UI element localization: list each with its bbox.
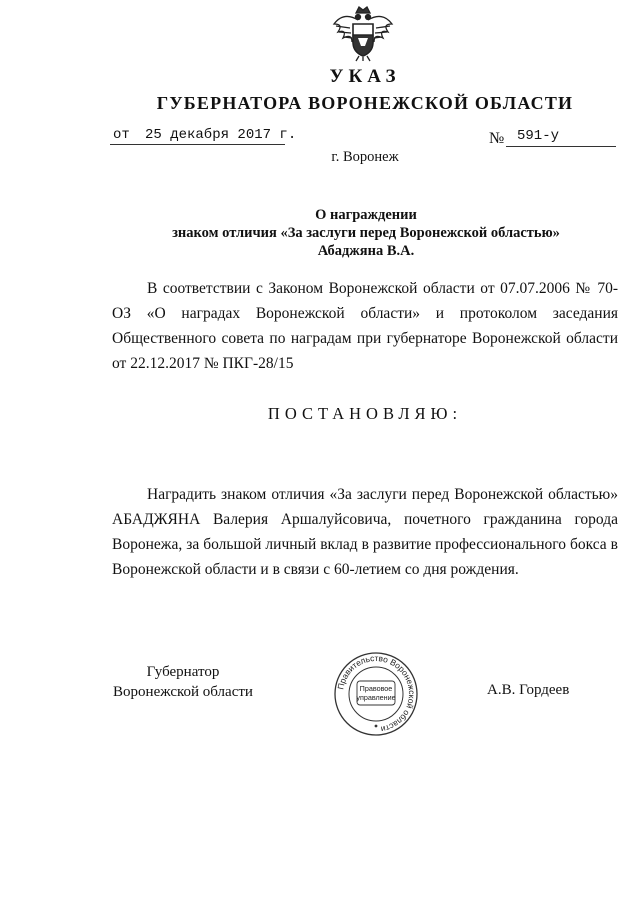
decree-heading: ПОСТАНОВЛЯЮ:: [267, 404, 463, 423]
award-paragraph: Наградить знаком отличия «За заслуги перед Воронежской областью» АБАДЖЯНА Валерия Аршалуйсовича, почетного гражданина города Воронежа, за большой личный вклад в развитие профессионального бокса в Воронежской области и в связи с 60-летием со дня рождения.: [112, 486, 618, 578]
signatory-title: [108, 662, 258, 702]
preamble-paragraph: В соответствии с Законом Воронежской области от 07.07.2006 № 70-ОЗ «О наградах Воронежской области» и протоколом заседания Общественного совета по наградам при губернаторе Воронежской области от 22.12.2017 № ПКГ-28/15: [112, 280, 618, 372]
date-prefix: от: [113, 127, 130, 143]
signatory-title-line-2: Воронежской области: [113, 684, 253, 700]
document-subtitle: ГУБЕРНАТОРА ВОРОНЕЖСКОЙ ОБЛАСТИ: [156, 93, 574, 113]
subject-line-2: знаком отличия «За заслуги перед Воронежской областью»: [172, 225, 560, 241]
document-subject: [100, 206, 632, 260]
document-title: УКАЗ: [329, 66, 401, 87]
signatory-name: А.В. Гордеев: [487, 682, 570, 698]
stamp-center-line-2: управление: [356, 693, 396, 702]
stamp-icon: [333, 651, 419, 737]
city: г. Воронеж: [331, 149, 399, 165]
stamp-ring-text: Правительство Воронежской области: [335, 652, 418, 735]
document-date: 25 декабря 2017 г.: [145, 127, 297, 143]
document-number: 591-у: [517, 128, 560, 144]
subject-line-1: О награждении: [315, 207, 417, 223]
number-sign: №: [489, 130, 505, 147]
signatory-title-line-1: Губернатор: [146, 664, 220, 680]
subject-line-3: Абаджяна В.А.: [317, 243, 415, 259]
coat-of-arms-icon: [330, 4, 396, 62]
stamp-center-line-1: Правовое: [359, 684, 393, 693]
